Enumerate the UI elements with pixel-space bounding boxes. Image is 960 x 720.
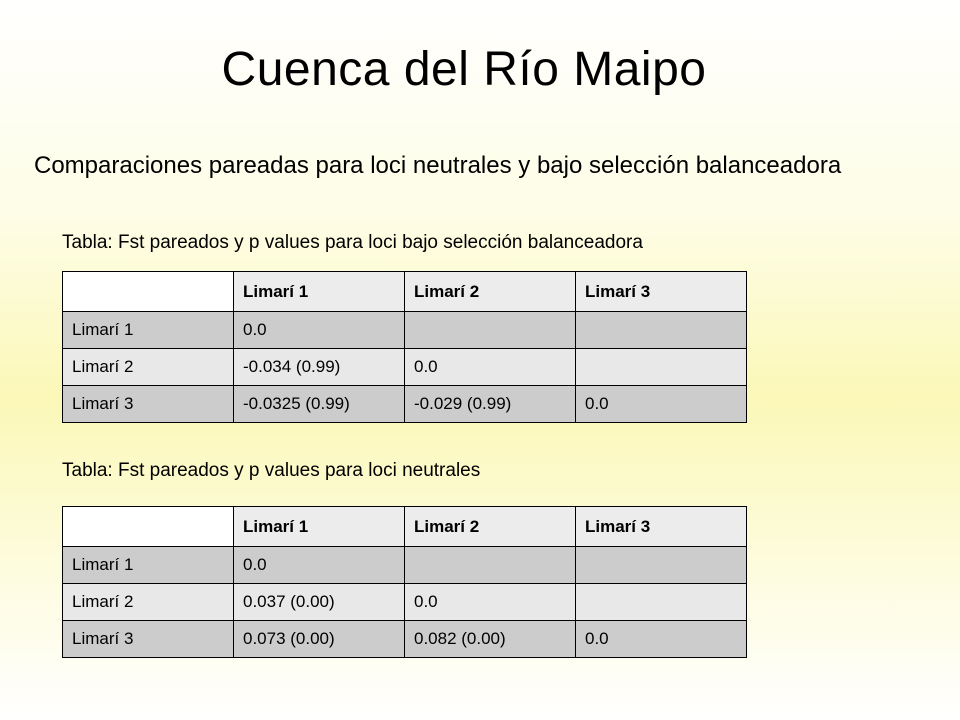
table-caption-neutral: Tabla: Fst pareados y p values para loci neutrales	[62, 460, 481, 481]
fst-table-selection	[62, 271, 747, 423]
page-subtitle: Comparaciones pareadas para loci neutrales y bajo selección balanceadora	[34, 152, 842, 179]
table-cell: 0.037 (0.00)	[234, 584, 405, 621]
table-cell: 0.0	[576, 621, 747, 658]
header-cell: Limarí 3	[576, 272, 747, 312]
header-cell	[63, 507, 234, 547]
table-cell	[576, 349, 747, 386]
table-row	[63, 547, 747, 584]
header-cell: Limarí 3	[576, 507, 747, 547]
table-cell	[576, 584, 747, 621]
header-cell: Limarí 1	[234, 507, 405, 547]
header-cell	[63, 272, 234, 312]
table-cell: 0.073 (0.00)	[234, 621, 405, 658]
row-label: Limarí 1	[63, 312, 234, 349]
table-cell: 0.082 (0.00)	[405, 621, 576, 658]
table-cell	[405, 547, 576, 584]
table-cell: -0.034 (0.99)	[234, 349, 405, 386]
table-cell: 0.0	[405, 349, 576, 386]
table-row	[63, 621, 747, 658]
header-cell: Limarí 2	[405, 272, 576, 312]
table-row	[63, 312, 747, 349]
table-cell: 0.0	[576, 386, 747, 423]
table-cell: -0.029 (0.99)	[405, 386, 576, 423]
table-header-row	[63, 272, 747, 312]
table-caption-selection: Tabla: Fst pareados y p values para loci bajo selección balanceadora	[62, 232, 643, 253]
row-label: Limarí 3	[63, 386, 234, 423]
table-cell: 0.0	[234, 312, 405, 349]
page-title: Cuenca del Río Maipo	[221, 43, 707, 96]
table-header-row	[63, 507, 747, 547]
row-label: Limarí 1	[63, 547, 234, 584]
table-cell	[405, 312, 576, 349]
table-row	[63, 349, 747, 386]
table-cell: -0.0325 (0.99)	[234, 386, 405, 423]
row-label: Limarí 3	[63, 621, 234, 658]
fst-table-neutral	[62, 506, 747, 658]
table-cell	[576, 547, 747, 584]
header-cell: Limarí 2	[405, 507, 576, 547]
table-row	[63, 386, 747, 423]
table-cell	[576, 312, 747, 349]
table-cell: 0.0	[405, 584, 576, 621]
table-cell: 0.0	[234, 547, 405, 584]
header-cell: Limarí 1	[234, 272, 405, 312]
table-row	[63, 584, 747, 621]
row-label: Limarí 2	[63, 349, 234, 386]
row-label: Limarí 2	[63, 584, 234, 621]
